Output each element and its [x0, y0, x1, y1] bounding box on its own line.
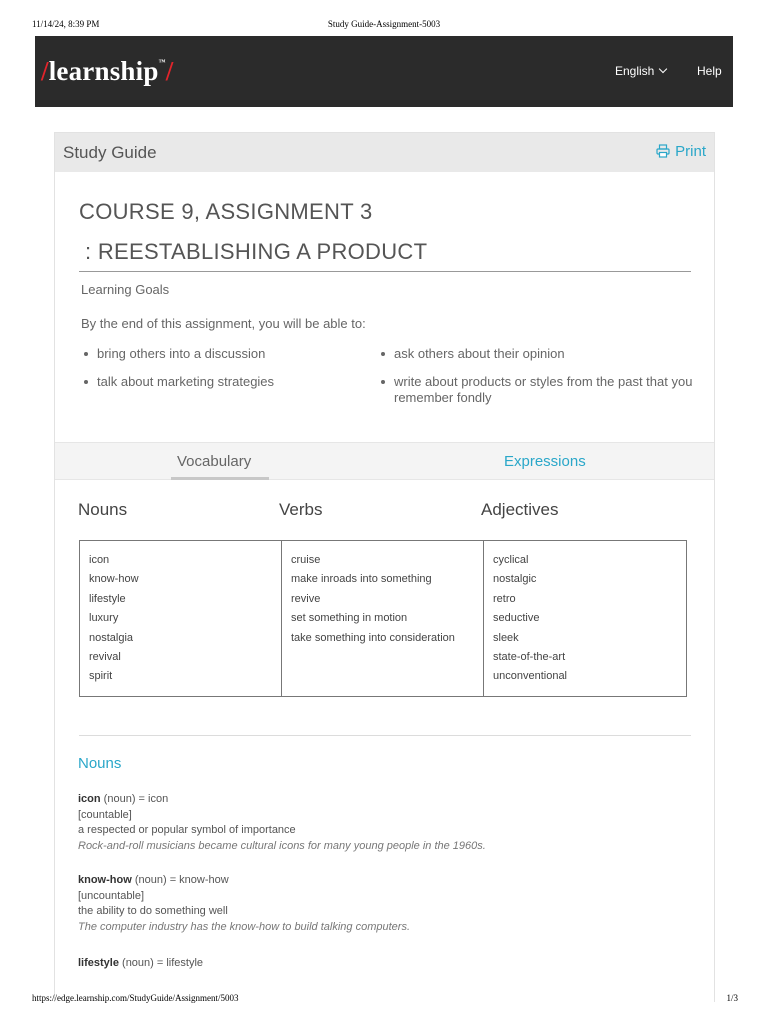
printer-icon — [656, 144, 670, 158]
verb-item: cruise — [291, 554, 321, 566]
entry-pos: (noun) = know-how — [131, 874, 229, 886]
adjective-item: seductive — [493, 612, 540, 625]
tab-bar — [55, 442, 714, 480]
active-tab-indicator — [171, 477, 269, 480]
course-subtitle: : REESTABLISHING A PRODUCT — [85, 239, 428, 264]
noun-entry — [78, 792, 486, 854]
chevron-down-icon — [659, 65, 667, 73]
verb-item: make inroads into something — [291, 573, 432, 586]
print-header — [0, 19, 768, 33]
adjective-item: state-of-the-art — [493, 651, 566, 664]
learning-goals-intro: By the end of this assignment, you will be able to: — [81, 316, 366, 331]
nouns-column — [80, 541, 281, 696]
verb-item: revive — [291, 592, 321, 605]
adjective-item: nostalgic — [493, 573, 537, 586]
goal-item: ask others about their opinion — [394, 346, 694, 362]
verb-item: take something into consideration — [291, 631, 455, 644]
noun-item: luxury — [89, 612, 119, 625]
noun-item: lifestyle — [89, 592, 126, 605]
entry-type: [uncountable] — [78, 889, 145, 902]
entry-word: icon — [78, 793, 101, 805]
print-footer — [0, 993, 768, 1007]
noun-item: icon — [89, 554, 110, 566]
adjective-item: unconventional — [493, 670, 568, 683]
entry-example: The computer industry has the know-how to build talking computers. — [78, 920, 410, 933]
title-divider — [79, 271, 691, 272]
language-label: English — [615, 64, 655, 78]
verb-item: set something in motion — [291, 612, 408, 625]
nouns-column-header: Nouns — [78, 500, 128, 519]
goal-item: bring others into a discussion — [97, 346, 367, 362]
entry-pos: (noun) = icon — [100, 793, 169, 805]
noun-item: spirit — [89, 670, 113, 683]
adjective-item: retro — [493, 592, 516, 605]
card-title: Study Guide — [63, 143, 157, 162]
goal-item: write about products or styles from the past that you remember fondly — [394, 374, 693, 405]
entry-definition: a respected or popular symbol of importance — [78, 824, 296, 836]
adjective-item: cyclical — [493, 554, 529, 566]
adjectives-column — [483, 541, 686, 696]
entry-word: know-how — [78, 874, 132, 886]
course-title: COURSE 9, ASSIGNMENT 3 — [79, 199, 373, 224]
print-button[interactable] — [656, 142, 706, 160]
learning-goals-label: Learning Goals — [81, 282, 170, 297]
study-guide-card — [54, 132, 715, 1002]
adjective-item: sleek — [493, 631, 519, 644]
section-divider — [79, 735, 691, 736]
noun-item: nostalgia — [89, 631, 134, 644]
print-label: Print — [675, 143, 706, 160]
nouns-section-title: Nouns — [78, 755, 122, 772]
print-date: 11/14/24, 8:39 PM — [32, 19, 100, 29]
entry-definition: the ability to do something well — [78, 905, 228, 917]
top-navigation-bar — [35, 36, 733, 107]
entry-pos: (noun) = lifestyle — [118, 957, 204, 969]
noun-item: revival — [89, 651, 121, 664]
entry-example: Rock-and-roll musicians became cultural icons for many young people in the 1960s. — [78, 839, 486, 852]
noun-item: know-how — [89, 573, 139, 586]
verbs-column-header: Verbs — [279, 500, 323, 519]
print-url: https://edge.learnship.com/StudyGuide/Assignment/5003 — [32, 993, 239, 1003]
help-link[interactable]: Help — [697, 64, 722, 78]
print-page-number: 1/3 — [726, 993, 738, 1003]
verbs-column — [281, 541, 483, 696]
vocabulary-table — [79, 540, 687, 697]
noun-entry — [78, 956, 203, 972]
learnship-logo[interactable]: /learnship™/ — [41, 56, 174, 86]
language-selector[interactable] — [615, 64, 666, 78]
tab-vocabulary[interactable]: Vocabulary — [177, 453, 252, 470]
tab-expressions[interactable]: Expressions — [504, 453, 586, 470]
goal-item: talk about marketing strategies — [97, 374, 367, 390]
noun-entry — [78, 873, 410, 935]
adjectives-column-header: Adjectives — [481, 500, 559, 519]
entry-word: lifestyle — [78, 957, 119, 969]
entry-type: [countable] — [78, 808, 132, 821]
print-doc-title: Study Guide-Assignment-5003 — [327, 19, 441, 29]
card-header — [55, 133, 714, 172]
